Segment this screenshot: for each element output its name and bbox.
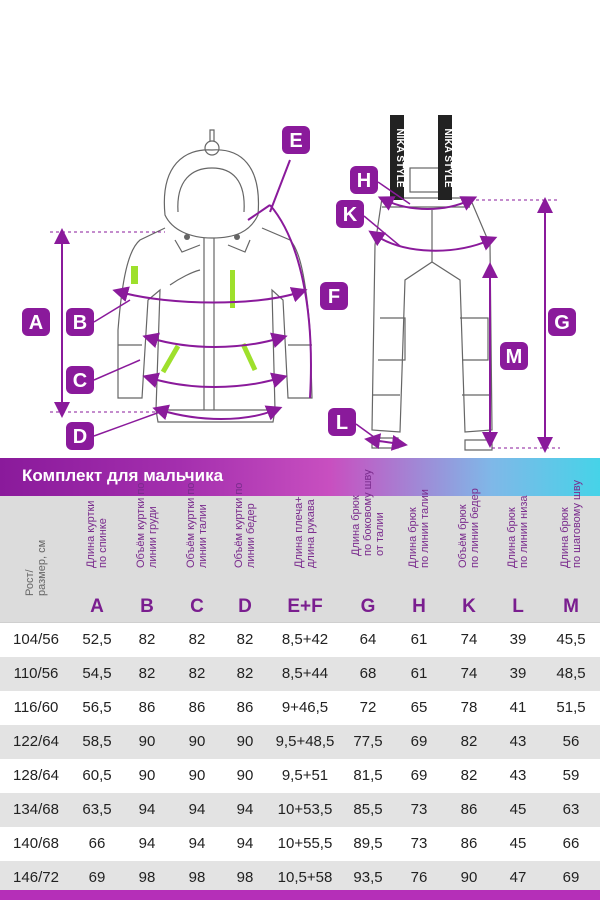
svg-text:M: M	[505, 346, 523, 368]
header-label: Объём куртки по линии груди	[135, 482, 159, 568]
value-cell: 9,5+48,5	[275, 733, 335, 750]
header-col-7	[394, 489, 444, 622]
header-label: Длина брюк по линии низа	[506, 495, 530, 568]
header-label: Объём брюк по линии бедер	[457, 488, 481, 568]
value-cell: 94	[138, 801, 156, 818]
header-col-8	[444, 488, 494, 622]
value-cell: 66	[88, 835, 106, 852]
value-cell: 82	[236, 665, 254, 682]
value-cell: 82	[460, 767, 478, 784]
value-cell: 94	[138, 835, 156, 852]
label-A	[22, 308, 50, 336]
label-E	[282, 126, 310, 154]
value-cell: 43	[509, 767, 527, 784]
header-letter: C	[190, 596, 204, 617]
value-cell: 61	[410, 631, 428, 648]
value-cell: 90	[460, 869, 478, 886]
value-cell: 54,5	[82, 665, 112, 682]
header-col-10	[542, 480, 600, 622]
value-cell: 61	[410, 665, 428, 682]
svg-text:B: B	[72, 312, 88, 334]
strap-text-right: NIKA STYLE	[442, 128, 453, 188]
value-cell: 74	[460, 631, 478, 648]
value-cell: 90	[236, 767, 254, 784]
header-col-6	[342, 469, 394, 622]
banner-title: Комплект для мальчика	[22, 466, 224, 485]
value-cell: 73	[410, 835, 428, 852]
header-letter: H	[412, 596, 426, 617]
svg-text:K: K	[342, 204, 358, 226]
header-label: Длина плеча+ длина рукава	[293, 496, 317, 568]
label-C	[66, 360, 140, 394]
value-cell: 94	[236, 801, 254, 818]
value-cell: 86	[188, 699, 206, 716]
value-cell: 98	[188, 869, 206, 886]
value-cell: 65	[410, 699, 428, 716]
header-col-2	[122, 482, 172, 622]
header-col-4	[222, 482, 268, 622]
table-row	[0, 759, 600, 793]
table-row	[0, 623, 600, 657]
header-letter: G	[360, 596, 376, 617]
svg-text:A: A	[28, 312, 44, 334]
pocket-left-accent	[163, 346, 178, 372]
value-cell: 8,5+42	[281, 631, 329, 648]
value-cell: 56,5	[82, 699, 112, 716]
strap-text-left: NIKA STYLE	[394, 128, 405, 188]
header-label: Рост/ размер, см	[24, 539, 48, 596]
value-cell: 10,5+58	[277, 869, 333, 886]
value-cell: 98	[138, 869, 156, 886]
value-cell: 82	[188, 631, 206, 648]
header-letter: M	[563, 596, 579, 617]
svg-text:C: C	[72, 370, 88, 392]
value-cell: 72	[359, 699, 377, 716]
size-cell: 104/56	[13, 631, 59, 648]
value-cell: 68	[359, 665, 377, 682]
value-cell: 77,5	[353, 733, 383, 750]
value-cell: 45	[509, 835, 527, 852]
label-M	[500, 342, 528, 370]
value-cell: 81,5	[353, 767, 383, 784]
header-col-0	[0, 496, 72, 622]
value-cell: 69	[88, 869, 106, 886]
value-cell: 43	[509, 733, 527, 750]
value-cell: 63	[562, 801, 580, 818]
svg-text:L: L	[335, 412, 349, 434]
value-cell: 82	[460, 733, 478, 750]
size-cell: 116/60	[13, 699, 59, 716]
value-cell: 56	[562, 733, 580, 750]
header-label: Объём куртки по линии талии	[185, 482, 209, 568]
label-F	[320, 282, 348, 310]
table-row	[0, 793, 600, 827]
table-body	[0, 623, 600, 895]
value-cell: 48,5	[556, 665, 586, 682]
value-cell: 39	[509, 665, 527, 682]
value-cell: 90	[236, 733, 254, 750]
label-B	[66, 300, 130, 336]
value-cell: 90	[188, 733, 206, 750]
size-cell: 140/68	[13, 835, 59, 852]
value-cell: 9+46,5	[281, 699, 329, 716]
value-cell: 86	[460, 801, 478, 818]
header-letter: E+F	[287, 596, 323, 617]
size-cell: 110/56	[13, 665, 59, 682]
size-cell: 122/64	[13, 733, 59, 750]
header-letter: A	[90, 596, 104, 617]
value-cell: 85,5	[353, 801, 383, 818]
value-cell: 8,5+44	[281, 665, 329, 682]
value-cell: 94	[188, 801, 206, 818]
jacket-illustration	[118, 130, 312, 422]
pants-illustration	[372, 168, 492, 450]
value-cell: 74	[460, 665, 478, 682]
header-letter: B	[140, 596, 154, 617]
value-cell: 82	[236, 631, 254, 648]
value-cell: 86	[460, 835, 478, 852]
header-label: Длина брюк по шаговому шву	[559, 480, 583, 568]
value-cell: 63,5	[82, 801, 112, 818]
value-cell: 45,5	[556, 631, 586, 648]
header-col-9	[494, 496, 542, 622]
table-row	[0, 827, 600, 861]
value-cell: 45	[509, 801, 527, 818]
value-cell: 41	[509, 699, 527, 716]
value-cell: 78	[460, 699, 478, 716]
value-cell: 10+53,5	[277, 801, 333, 818]
value-cell: 90	[138, 767, 156, 784]
value-cell: 10+55,5	[277, 835, 333, 852]
value-cell: 94	[188, 835, 206, 852]
value-cell: 93,5	[353, 869, 383, 886]
value-cell: 59	[562, 767, 580, 784]
svg-text:F: F	[327, 286, 341, 308]
value-cell: 73	[410, 801, 428, 818]
header-letter: K	[462, 596, 476, 617]
value-cell: 86	[236, 699, 254, 716]
value-cell: 64	[359, 631, 377, 648]
header-col-5	[268, 496, 342, 622]
pocket-right-accent	[243, 344, 255, 370]
value-cell: 39	[509, 631, 527, 648]
size-cell: 128/64	[13, 767, 59, 784]
label-D	[66, 412, 160, 450]
value-cell: 58,5	[82, 733, 112, 750]
value-cell: 90	[188, 767, 206, 784]
header-label: Объём куртки по линии бедер	[233, 482, 257, 568]
bottom-accent-bar	[0, 890, 600, 900]
header-letter: L	[512, 596, 524, 617]
header-label: Длина брюк по линии талии	[407, 489, 431, 568]
value-cell: 66	[562, 835, 580, 852]
table-row	[0, 725, 600, 759]
value-cell: 51,5	[556, 699, 586, 716]
size-cell: 146/72	[13, 869, 59, 886]
value-cell: 89,5	[353, 835, 383, 852]
value-cell: 82	[138, 665, 156, 682]
table-row	[0, 657, 600, 691]
value-cell: 86	[138, 699, 156, 716]
value-cell: 82	[188, 665, 206, 682]
header-letter: D	[238, 596, 252, 617]
table-row	[0, 691, 600, 725]
value-cell: 69	[410, 767, 428, 784]
header-col-3	[172, 482, 222, 622]
svg-text:D: D	[72, 426, 88, 448]
title-banner	[0, 458, 600, 496]
size-cell: 134/68	[13, 801, 59, 818]
value-cell: 52,5	[82, 631, 112, 648]
label-L	[328, 408, 378, 440]
value-cell: 76	[410, 869, 428, 886]
sleeve-badge	[131, 266, 138, 284]
value-cell: 60,5	[82, 767, 112, 784]
header-label: Длина брюк по боковому шву от талии	[350, 469, 386, 556]
header-label: Длина куртки по спинке	[85, 500, 109, 568]
value-cell: 98	[236, 869, 254, 886]
value-cell: 90	[138, 733, 156, 750]
svg-text:H: H	[356, 170, 372, 192]
value-cell: 9,5+51	[281, 767, 329, 784]
value-cell: 69	[410, 733, 428, 750]
value-cell: 82	[138, 631, 156, 648]
value-cell: 69	[562, 869, 580, 886]
svg-text:E: E	[289, 130, 303, 152]
value-cell: 94	[236, 835, 254, 852]
svg-text:G: G	[554, 312, 570, 334]
label-G	[548, 308, 576, 336]
value-cell: 47	[509, 869, 527, 886]
header-col-1	[72, 496, 122, 622]
